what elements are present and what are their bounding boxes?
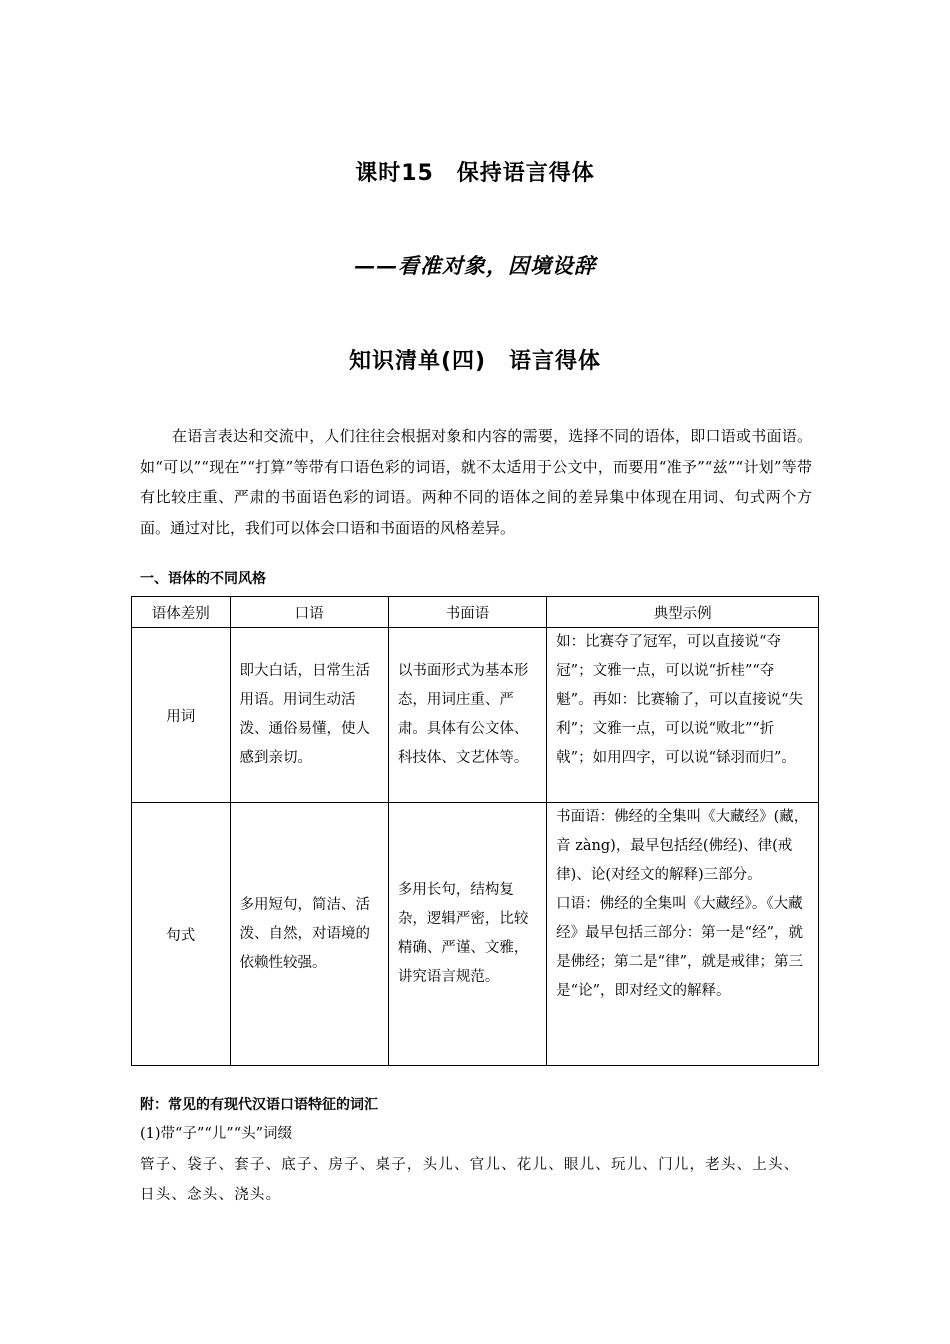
- table-header-cell: 书面语: [388, 597, 546, 628]
- table-header-row: [132, 597, 819, 628]
- example-cell: 如：比赛夺了冠军，可以直接说“夺冠”；文雅一点，可以说“折桂”“夺魁”。再如：比赛输了，可以直接说“失利”；文雅一点，可以说“败北”“折戟”；如用四字，可以说“铩羽而归”。: [547, 628, 819, 803]
- table-row: [132, 803, 819, 1066]
- example-written: 书面语：佛经的全集叫《大藏经》(藏，音 zàng)，最早包括经(佛经)、律(戒律)、论(对经文的解释)三部分。: [556, 809, 809, 883]
- intro-paragraph: 在语言表达和交流中，人们往往会根据对象和内容的需要，选择不同的语体，即口语或书面语。如“可以”“现在”“打算”等带有口语色彩的词语，就不太适用于公文中，而要用“准予”“兹”“计划”等带有比较庄重、严肃的书面语色彩的词语。两种不同的语体之间的差异集中体现在用词、句式两个方面。通过对比，我们可以体会口语和书面语的风格差异。: [140, 427, 812, 537]
- spoken-cell: 多用短句，简洁、活泼、自然，对语境的依赖性较强。: [230, 803, 388, 1066]
- lesson-title: 课时15 保持语言得体: [355, 161, 595, 186]
- lesson-subtitle: ——看准对象，因境设辞: [354, 253, 596, 278]
- appendix-subheading: (1)带“子”“儿”“头”词缀: [140, 1126, 293, 1142]
- table-header-cell: 口语: [230, 597, 388, 628]
- spoken-cell: 即大白话，日常生活用语。用词生动活泼、通俗易懂，使人感到亲切。: [230, 628, 388, 803]
- section-title: 知识清单(四) 语言得体: [348, 349, 602, 374]
- category-cell: 用词: [132, 628, 231, 803]
- written-cell: 多用长句，结构复杂，逻辑严密，比较精确、严谨、文雅，讲究语言规范。: [388, 803, 546, 1066]
- example-cell: [547, 803, 819, 1066]
- written-cell: 以书面形式为基本形态，用词庄重、严肃。具体有公文体、科技体、文艺体等。: [388, 628, 546, 803]
- appendix-title: 附：常见的有现代汉语口语特征的词汇: [140, 1097, 378, 1113]
- category-cell: 句式: [132, 803, 231, 1066]
- register-comparison-table: [131, 596, 819, 1066]
- table-header-cell: 典型示例: [547, 597, 819, 628]
- table-header-cell: 语体差别: [132, 597, 231, 628]
- appendix-word-list: 管子、袋子、套子、底子、房子、桌子，头儿、官儿、花儿、眼儿、玩儿、门儿，老头、上头、日头、念头、浇头。: [140, 1157, 800, 1203]
- table-row: [132, 628, 819, 803]
- example-spoken: 口语：佛经的全集叫《大藏经》。《大藏经》最早包括三部分：第一是“经”，就是佛经；第二是“律”，就是戒律；第三是“论”，即对经文的解释。: [556, 896, 803, 999]
- heading-register-styles: 一、语体的不同风格: [140, 571, 266, 587]
